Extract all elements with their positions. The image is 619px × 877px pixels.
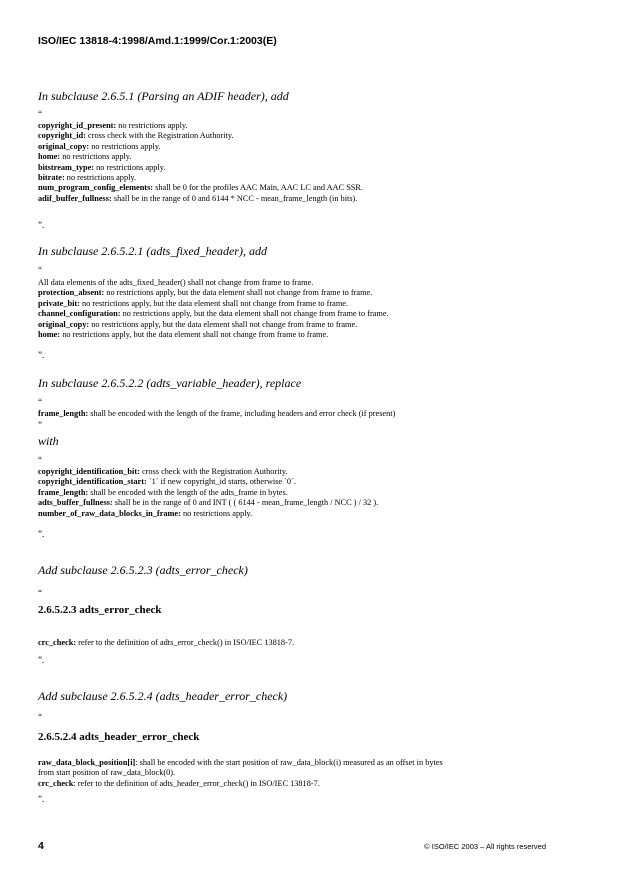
term-description: : shall be encoded with the start position of raw_data_block(i) measured as an offset in bytes xyxy=(135,758,443,767)
definition-line xyxy=(38,309,598,319)
section-intro: In subclause 2.6.5.1 (Parsing an ADIF header), add xyxy=(38,89,289,103)
definition-line xyxy=(38,488,598,498)
open-quote: “ xyxy=(38,455,42,465)
term-description: no restrictions apply, but the data element shall not change from frame to frame. xyxy=(104,288,373,298)
definition-line xyxy=(38,758,598,768)
term-description: no restrictions apply. xyxy=(116,121,188,130)
lead-line: All data elements of the adts_fixed_header() shall not change from frame to frame. xyxy=(38,278,314,287)
open-quote: “ xyxy=(38,712,42,722)
definition-list xyxy=(38,121,598,204)
term-description: no restrictions apply, but the data element shall not change from frame to frame. xyxy=(79,298,349,308)
definition-line xyxy=(38,320,598,330)
definition-list xyxy=(38,288,598,340)
close-quote: ”. xyxy=(38,529,45,539)
term-description: shall be 0 for the profiles AAC Main, AAC LC and AAC SSR. xyxy=(153,183,364,193)
term: frame_length: xyxy=(38,409,89,418)
term: copyright_identification_start: xyxy=(38,477,147,487)
definition-line xyxy=(38,194,598,204)
term-description: shall be encoded with the length of the frame, including headers and error check (if present) xyxy=(88,409,396,418)
definition-line xyxy=(38,638,598,648)
term: crc_check: xyxy=(38,638,77,647)
term: copyright_id_present: xyxy=(38,121,117,130)
open-quote: “ xyxy=(38,397,42,407)
term: home: xyxy=(38,330,61,340)
definition-line xyxy=(38,142,598,152)
term: crc_check xyxy=(38,778,74,788)
section-intro: In subclause 2.6.5.2.1 (adts_fixed_header), add xyxy=(38,244,267,258)
term-description: no restrictions apply. xyxy=(94,162,166,172)
open-quote: “ xyxy=(38,588,42,598)
term: bitrate: xyxy=(38,173,65,183)
term-description: from start position of raw_data_block(0). xyxy=(38,768,176,778)
term-description: `1´ if new copyright_id starts, otherwise `0´. xyxy=(146,477,296,487)
close-quote: ”. xyxy=(38,655,45,665)
term: adts_buffer_fullness: xyxy=(38,498,113,508)
with-label: with xyxy=(38,434,59,448)
definition-line xyxy=(38,330,598,340)
definition-line xyxy=(38,121,598,131)
definition-line xyxy=(38,131,598,141)
subclause-heading: 2.6.5.2.3 adts_error_check xyxy=(38,604,162,616)
section-intro: Add subclause 2.6.5.2.3 (adts_error_check) xyxy=(38,563,248,577)
definition-line xyxy=(38,509,598,519)
close-quote: ”. xyxy=(38,220,45,230)
term: number_of_raw_data_blocks_in_frame: xyxy=(38,508,181,518)
lead-text xyxy=(38,278,598,288)
definition-list xyxy=(38,638,598,648)
close-quote: ”. xyxy=(38,350,45,360)
term-description: no restrictions apply. xyxy=(64,173,137,183)
term-description: no restrictions apply, but the data element shall not change from frame to frame. xyxy=(120,309,389,319)
definition-line xyxy=(38,498,598,508)
definition-line xyxy=(38,173,598,183)
term-description: : refer to the definition of adts_header_error_check() in ISO/IEC 13818-7. xyxy=(73,778,320,788)
term-description: no restrictions apply, but the data element shall not change from frame to frame. xyxy=(60,330,329,340)
section-intro: Add subclause 2.6.5.2.4 (adts_header_error_check) xyxy=(38,689,288,703)
definition-list xyxy=(38,758,598,789)
open-quote: “ xyxy=(38,265,42,275)
term: copyright_id: xyxy=(38,131,86,141)
subclause-heading: 2.6.5.2.4 adts_header_error_check xyxy=(38,731,200,743)
term-description: refer to the definition of adts_error_check() in ISO/IEC 13818-7. xyxy=(76,638,295,647)
term: frame_length: xyxy=(38,487,89,497)
document-id-header: ISO/IEC 13818-4:1998/Amd.1:1999/Cor.1:2003(E) xyxy=(38,35,277,47)
term-description: no restrictions apply. xyxy=(180,508,253,518)
definition-line xyxy=(38,152,598,162)
term-description: no restrictions apply. xyxy=(89,141,161,151)
term-description: no restrictions apply. xyxy=(60,152,132,162)
term: bitstream_type: xyxy=(38,162,95,172)
term: num_program_config_elements: xyxy=(38,183,154,193)
definition-line xyxy=(38,779,598,789)
definition-line xyxy=(38,183,598,193)
term: protection_absent: xyxy=(38,288,105,298)
definition-line xyxy=(38,288,598,298)
definition-line xyxy=(38,409,598,419)
term: channel_configuration: xyxy=(38,309,121,319)
section-intro: In subclause 2.6.5.2.2 (adts_variable_header), replace xyxy=(38,376,302,390)
close-quote: ” xyxy=(38,420,42,430)
term: home: xyxy=(38,152,61,162)
term: raw_data_block_position[i] xyxy=(38,758,136,767)
term-description: shall be in the range of 0 and 6144 * NCC - mean_frame_length (in bits). xyxy=(111,193,358,203)
term-description: no restrictions apply, but the data element shall not change from frame to frame. xyxy=(89,319,358,329)
definition-line xyxy=(38,299,598,309)
term: original_copy: xyxy=(38,319,90,329)
term: copyright_identification_bit: xyxy=(38,467,140,476)
term: original_copy: xyxy=(38,141,90,151)
definition-line xyxy=(38,477,598,487)
definition-line xyxy=(38,768,598,778)
term-description: shall be encoded with the length of the adts_frame in bytes. xyxy=(88,487,288,497)
replace-line xyxy=(38,409,598,419)
definition-list xyxy=(38,467,598,519)
definition-line xyxy=(38,467,598,477)
term-description: shall be in the range of 0 and INT ( ( 6144 - mean_frame_length / NCC ) / 32 ). xyxy=(112,498,379,508)
definition-line xyxy=(38,163,598,173)
term: adif_buffer_fullness: xyxy=(38,193,112,203)
term-description: cross check with the Registration Authority. xyxy=(85,131,234,141)
term: private_bit: xyxy=(38,298,80,308)
term-description: cross check with the Registration Authority. xyxy=(139,467,288,476)
copyright-notice: © ISO/IEC 2003 – All rights reserved xyxy=(424,842,546,851)
page-number: 4 xyxy=(38,840,44,852)
close-quote: ”. xyxy=(38,794,45,804)
open-quote: “ xyxy=(38,109,42,119)
